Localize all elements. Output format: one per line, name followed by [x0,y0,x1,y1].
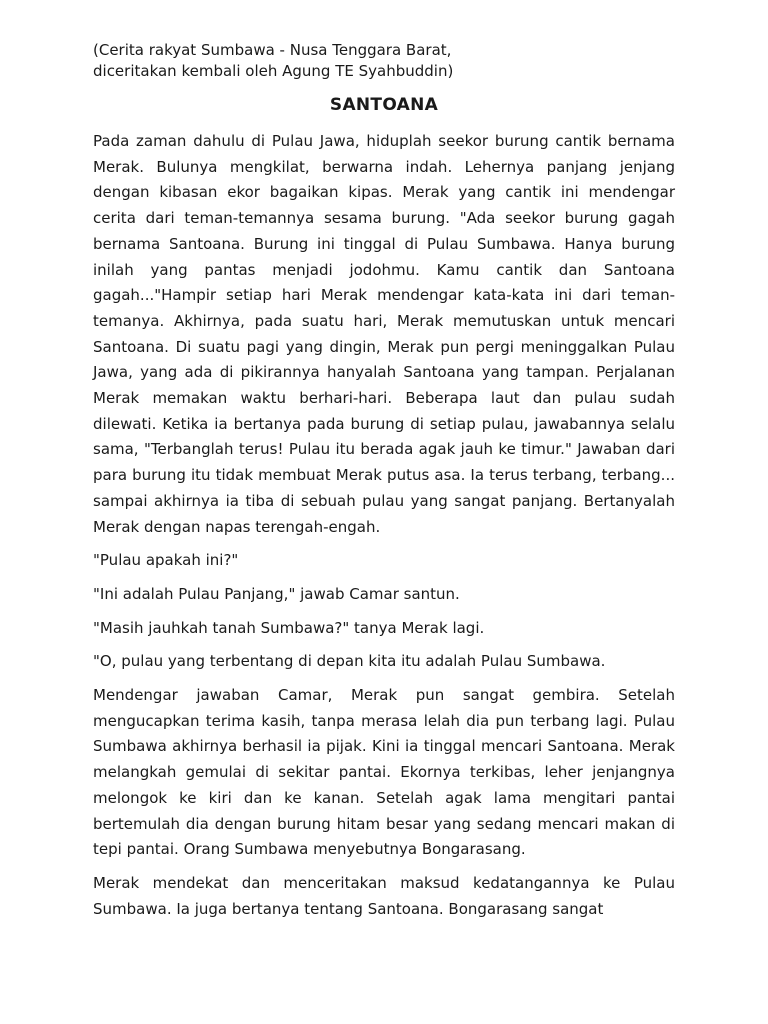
paragraph-1: Pada zaman dahulu di Pulau Jawa, hiduplah seekor burung cantik bernama Merak. Bulunya mengkilat, berwarna indah. Lehernya panjang jenjang dengan kibasan ekor bagaikan kipas. Merak yang cantik ini mendengar cerita dari teman-temannya sesama burung. "Ada seekor burung gagah bernama Santoana. Burung ini tinggal di Pulau Sumbawa. Hanya burung inilah yang pantas menjadi jodohmu. Kamu cantik dan Santoana gagah..."Hampir setiap hari Merak mendengar kata-kata ini dari teman-temanya. Akhirnya, pada suatu hari, Merak memutuskan untuk mencari Santoana. Di suatu pagi yang dingin, Merak pun pergi meninggalkan Pulau Jawa, yang ada di pikirannya hanyalah Santoana yang tampan. Perjalanan Merak memakan waktu berhari-hari. Beberapa laut dan pulau sudah dilewati. Ketika ia bertanya pada burung di setiap pulau, jawabannya selalu sama, "Terbanglah terus! Pulau itu berada agak jauh ke timur." Jawaban dari para burung itu tidak membuat Merak putus asa. Ia terus terbang, terbang... sampai akhirnya ia tiba di sebuah pulau yang sangat panjang. Bertanyalah Merak dengan napas terengah-engah. [93,132,675,536]
paragraph-7: Merak mendekat dan menceritakan maksud kedatangannya ke Pulau Sumbawa. Ia juga bertanya tentang Santoana. Bongarasang sangat [93,873,675,918]
story-title: SANTOANA [329,95,439,115]
story-body [93,129,675,930]
paragraph-3: "Ini adalah Pulau Panjang," jawab Camar santun. [93,584,460,603]
source-note [93,40,693,82]
paragraph-2: "Pulau apakah ini?" [93,551,239,570]
source-line-1: (Cerita rakyat Sumbawa - Nusa Tenggara Barat, [93,41,452,59]
source-line-2: diceritakan kembali oleh Agung TE Syahbuddin) [93,62,454,80]
paragraph-6: Mendengar jawaban Camar, Merak pun sangat gembira. Setelah mengucapkan terima kasih, tanpa merasa lelah dia pun terbang lagi. Pulau Sumbawa akhirnya berhasil ia pijak. Kini ia tinggal mencari Santoana. Merak melangkah gemulai di sekitar pantai. Ekornya terkibas, leher jenjangnya melongok ke kiri dan ke kanan. Setelah agak lama mengitari pantai bertemulah dia dengan burung hitam besar yang sedang mencari makan di tepi pantai. Orang Sumbawa menyebutnya Bongarasang. [93,686,675,859]
paragraph-5: "O, pulau yang terbentang di depan kita itu adalah Pulau Sumbawa. [93,652,606,671]
paragraph-4: "Masih jauhkah tanah Sumbawa?" tanya Merak lagi. [93,618,485,637]
